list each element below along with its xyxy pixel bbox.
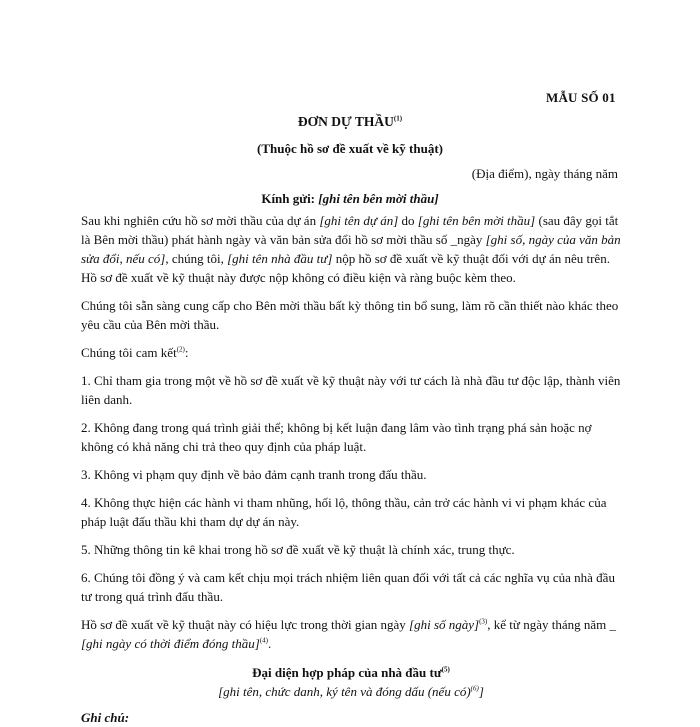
validity-text-2: , kể từ ngày tháng năm _ xyxy=(487,617,616,632)
commitment-footnote: (2) xyxy=(176,345,185,354)
commitment-intro-colon: : xyxy=(184,345,189,360)
recipient-value: [ghi tên bên mời thầu] xyxy=(318,191,439,206)
signature-instruction-footnote: (6) xyxy=(470,684,479,693)
intro-paragraph xyxy=(81,211,621,287)
recipient-label: Kính gửi: xyxy=(261,191,319,206)
form-number: MẪU SỐ 01 xyxy=(546,90,616,105)
title-footnote: (1) xyxy=(393,114,403,123)
signature-instruction-text: [ghi tên, chức danh, ký tên và đóng dấu (nếu có) xyxy=(218,684,471,699)
project-name-placeholder: [ghi tên dự án] xyxy=(319,213,399,228)
document-body xyxy=(81,211,621,727)
title-text: ĐƠN DỰ THẦU xyxy=(297,114,394,129)
intro-text-4: , chúng tôi, xyxy=(165,251,228,266)
commitment-item-4: 4. Không thực hiện các hành vi tham nhũng, hối lộ, thông thầu, cản trở các hành vi vi phạm khác của pháp luật đấu thầu khi tham dự dự án này. xyxy=(81,495,607,529)
signature-title-text: Đại diện hợp pháp của nhà đầu tư xyxy=(252,665,442,680)
commitment-intro xyxy=(81,343,621,362)
commitment-item-6: 6. Chúng tôi đồng ý và cam kết chịu mọi trách nhiệm liên quan đối với tất cả các nghĩa vụ của nhà đầu tư trong quá trình đấu thầu. xyxy=(81,570,615,604)
intro-text-5: nộp hồ sơ đề xuất về kỹ thuật đối với dự án nêu trên. Hồ sơ đề xuất về kỹ thuật này được nộp không có điều kiện và ràng buộc kèm theo. xyxy=(81,251,610,285)
signature-title-footnote: (5) xyxy=(441,665,450,674)
inviter-name-placeholder: [ghi tên bên mời thầu] xyxy=(417,213,536,228)
amendment-placeholder: [ghi số, ngày của văn bản sửa đổi, nếu có] xyxy=(81,232,621,266)
signature-instruction-tail: ] xyxy=(478,684,484,699)
closing-date-footnote: (4) xyxy=(259,636,268,645)
commitment-item-1: 1. Chỉ tham gia trong một về hồ sơ đề xuất về kỹ thuật này với tư cách là nhà đầu tư độc lập, thành viên liên danh. xyxy=(81,373,621,407)
commitment-intro-text: Chúng tôi cam kết xyxy=(81,345,177,360)
place-date-line: (Địa điểm), ngày tháng năm xyxy=(471,166,618,181)
days-footnote: (3) xyxy=(479,617,488,626)
commitment-item-3: 3. Không vi phạm quy định về bảo đảm cạnh tranh trong đấu thầu. xyxy=(81,467,427,482)
investor-name-placeholder: [ghi tên nhà đầu tư] xyxy=(227,251,333,266)
commitment-item-2: 2. Không đang trong quá trình giải thể; không bị kết luận đang lâm vào tình trạng phá sản hoặc nợ không có khả năng chi trả theo quy định của pháp luật. xyxy=(81,420,592,454)
intro-text-2: do xyxy=(398,213,418,228)
document-subtitle: (Thuộc hồ sơ đề xuất về kỹ thuật) xyxy=(257,141,443,156)
days-placeholder: [ghi số ngày] xyxy=(409,617,480,632)
recipient-line xyxy=(0,189,700,208)
signature-title xyxy=(81,663,621,682)
validity-text-1: Hồ sơ đề xuất về kỹ thuật này có hiệu lực trong thời gian ngày xyxy=(81,617,410,632)
commitment-item-5: 5. Những thông tin kê khai trong hồ sơ đề xuất về kỹ thuật là chính xác, trung thực. xyxy=(81,542,515,557)
validity-text-3: . xyxy=(268,636,272,651)
notes-label: Ghi chú: xyxy=(81,710,130,725)
closing-date-placeholder: [ghi ngày có thời điểm đóng thầu] xyxy=(81,636,260,651)
document-title xyxy=(0,112,700,131)
signature-instruction xyxy=(81,682,621,701)
intro-text-1: Sau khi nghiên cứu hồ sơ mời thầu của dự án xyxy=(81,213,320,228)
intro-text-3: (sau đây gọi tắt là Bên mời thầu) phát hành ngày và văn bản sửa đổi hồ sơ mời thầu số _ngày xyxy=(81,213,619,247)
readiness-paragraph: Chúng tôi sẵn sàng cung cấp cho Bên mời thầu bất kỳ thông tin bổ sung, làm rõ cần thiết nào khác theo yêu cầu của Bên mời thầu. xyxy=(81,298,619,332)
validity-paragraph xyxy=(81,615,621,653)
